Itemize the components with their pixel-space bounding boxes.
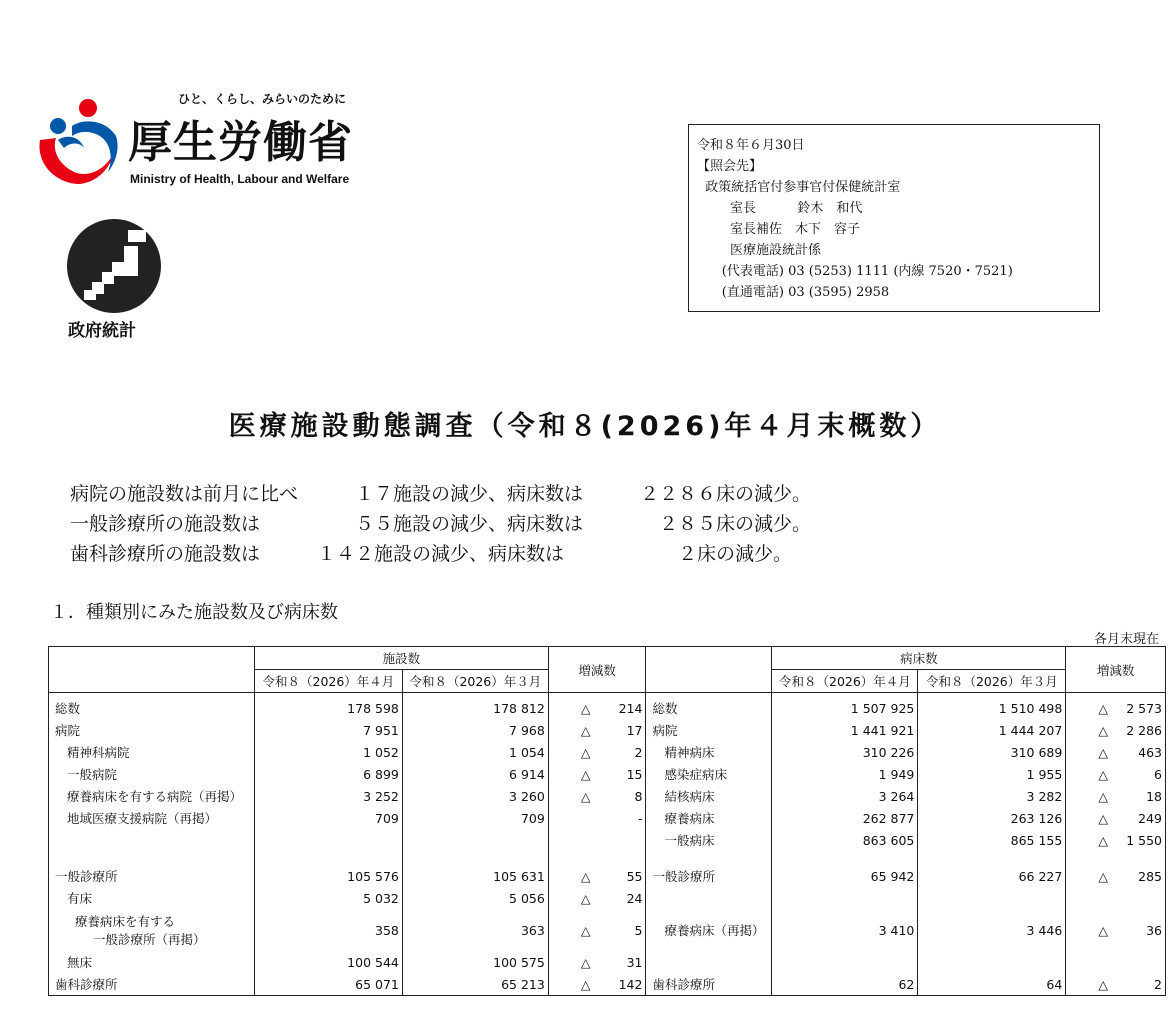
table-row — [49, 909, 1166, 951]
change-amount: 17 — [626, 722, 643, 738]
facility-label: 一般診療所 — [49, 865, 255, 887]
mhlw-logo-icon — [36, 96, 122, 188]
facility-label — [49, 851, 255, 865]
facilities-apr-header: 令和８（2026）年４月 — [254, 670, 402, 693]
table-row — [49, 865, 1166, 887]
bed-mar-value: 66 227 — [918, 865, 1066, 887]
bed-change-value — [1066, 763, 1166, 785]
facility-apr-value: 358 — [254, 909, 402, 951]
facility-change-value — [548, 851, 646, 865]
decrease-triangle: △ — [1098, 976, 1108, 992]
facility-mar-value: 3 260 — [402, 785, 548, 807]
facility-apr-value: 5 032 — [254, 887, 402, 909]
bed-mar-value: 3 446 — [918, 909, 1066, 951]
bed-change-value — [1066, 865, 1166, 887]
summary-hospitals: 病院の施設数は前月に比べ １７施設の減少、病床数は ２２８６床の減少。 — [70, 483, 812, 505]
facility-mar-value: 105 631 — [402, 865, 548, 887]
decrease-triangle: △ — [580, 868, 591, 884]
contact-tel-direct: (直通電話) 03 (3595) 2958 — [697, 285, 890, 300]
facility-label: 病院 — [49, 719, 255, 741]
bed-label — [646, 887, 772, 909]
page-title: 医療施設動態調査（令和８(2026)年４月末概数） — [228, 411, 942, 442]
decrease-triangle: △ — [1098, 922, 1108, 938]
facility-label-line: 療養病床を有する — [75, 914, 176, 929]
bed-apr-value: 62 — [772, 973, 918, 996]
facilities-mar-header: 令和８（2026）年３月 — [402, 670, 548, 693]
bed-apr-value — [772, 887, 918, 909]
decrease-triangle: △ — [580, 766, 591, 782]
bed-label — [646, 951, 772, 973]
bed-label: 病院 — [646, 719, 772, 741]
change-amount: 36 — [1146, 922, 1162, 938]
contact-head: 室長 鈴木 和代 — [697, 201, 863, 216]
table-row — [49, 763, 1166, 785]
change-amount: 24 — [626, 890, 643, 906]
bed-apr-value: 310 226 — [772, 741, 918, 763]
facility-change-value — [548, 785, 646, 807]
bed-mar-value — [918, 851, 1066, 865]
ministry-tagline: ひと、くらし、みらいのために — [178, 92, 347, 106]
bed-mar-value: 3 282 — [918, 785, 1066, 807]
beds-apr-header: 令和８（2026）年４月 — [772, 670, 918, 693]
bed-change-value — [1066, 807, 1166, 829]
bed-apr-value: 863 605 — [772, 829, 918, 851]
bed-apr-value: 262 877 — [772, 807, 918, 829]
facility-mar-value: 363 — [402, 909, 548, 951]
bed-apr-value — [772, 851, 918, 865]
facility-change-value — [548, 909, 646, 951]
decrease-triangle: △ — [580, 976, 591, 992]
header-blank — [646, 647, 772, 693]
bed-mar-value: 263 126 — [918, 807, 1066, 829]
bed-apr-value: 65 942 — [772, 865, 918, 887]
contact-office: 政策統括官付参事官付保健統計室 — [697, 180, 901, 195]
contact-section: 医療施設統計係 — [697, 243, 822, 258]
bed-apr-value — [772, 951, 918, 973]
bed-label: 精神病床 — [646, 741, 772, 763]
as-of-note: 各月末現在 — [1094, 632, 1160, 647]
beds-change-header: 増減数 — [1066, 647, 1166, 693]
facility-apr-value: 3 252 — [254, 785, 402, 807]
table-row — [49, 693, 1166, 720]
facility-apr-value: 709 — [254, 807, 402, 829]
decrease-triangle: △ — [1098, 832, 1108, 848]
bed-mar-value: 64 — [918, 973, 1066, 996]
facility-apr-value: 178 598 — [254, 693, 402, 720]
facility-change-value — [548, 865, 646, 887]
change-amount: 2 — [1154, 976, 1162, 992]
decrease-triangle: △ — [1098, 700, 1108, 716]
facility-mar-value: 709 — [402, 807, 548, 829]
facility-label: 精神科病院 — [49, 741, 255, 763]
header-blank — [49, 647, 255, 693]
facility-label: 総数 — [49, 693, 255, 720]
decrease-triangle: △ — [1098, 766, 1108, 782]
facility-label: 無床 — [49, 951, 255, 973]
table-row — [49, 807, 1166, 829]
contact-box — [688, 124, 1100, 312]
change-amount: 249 — [1138, 810, 1162, 826]
summary-clinics: 一般診療所の施設数は ５５施設の減少、病床数は ２８５床の減少。 — [70, 513, 812, 535]
facility-apr-value: 105 576 — [254, 865, 402, 887]
bed-mar-value: 1 444 207 — [918, 719, 1066, 741]
facility-apr-value — [254, 829, 402, 851]
decrease-triangle: △ — [580, 744, 591, 760]
facility-label: 有床 — [49, 887, 255, 909]
change-amount: 2 — [634, 744, 643, 760]
facility-apr-value — [254, 851, 402, 865]
facility-change-value — [548, 807, 646, 829]
bed-apr-value: 3 264 — [772, 785, 918, 807]
facility-mar-value: 178 812 — [402, 693, 548, 720]
change-amount: 142 — [618, 976, 643, 992]
beds-mar-header: 令和８（2026）年３月 — [918, 670, 1066, 693]
facility-change-value — [548, 741, 646, 763]
bed-label: 療養病床（再掲） — [646, 909, 772, 951]
facility-label — [49, 909, 255, 951]
facility-label: 一般病院 — [49, 763, 255, 785]
bed-apr-value: 3 410 — [772, 909, 918, 951]
table-row — [49, 951, 1166, 973]
change-amount: 18 — [1146, 788, 1162, 804]
table-row — [49, 719, 1166, 741]
facility-label: 地域医療支援病院（再掲） — [49, 807, 255, 829]
contact-deputy: 室長補佐 木下 容子 — [697, 222, 861, 237]
bed-label: 結核病床 — [646, 785, 772, 807]
table-row — [49, 851, 1166, 865]
ministry-name: 厚生労働省 — [128, 117, 353, 168]
section-title: １．種類別にみた施設数及び病床数 — [50, 602, 338, 623]
contact-heading: 【照会先】 — [697, 159, 763, 174]
change-amount: 1 550 — [1126, 832, 1162, 848]
change-amount: 6 — [1154, 766, 1162, 782]
table-row — [49, 741, 1166, 763]
change-amount: 8 — [634, 788, 643, 804]
change-amount: 5 — [634, 922, 643, 938]
bed-change-value — [1066, 693, 1166, 720]
facility-mar-value: 5 056 — [402, 887, 548, 909]
bed-change-value — [1066, 909, 1166, 951]
facilities-change-header: 増減数 — [548, 647, 646, 693]
facility-mar-value: 7 968 — [402, 719, 548, 741]
bed-mar-value: 1 955 — [918, 763, 1066, 785]
bed-apr-value: 1 949 — [772, 763, 918, 785]
table-row — [49, 785, 1166, 807]
bed-change-value — [1066, 851, 1166, 865]
bed-label: 一般診療所 — [646, 865, 772, 887]
bed-label — [646, 851, 772, 865]
facility-change-value — [548, 829, 646, 851]
facility-label: 歯科診療所 — [49, 973, 255, 996]
summary-dental: 歯科診療所の施設数は １４２施設の減少、病床数は ２床の減少。 — [70, 543, 793, 565]
facility-mar-value: 65 213 — [402, 973, 548, 996]
bed-change-value — [1066, 785, 1166, 807]
decrease-triangle: △ — [1098, 744, 1108, 760]
facility-label — [49, 829, 255, 851]
bed-mar-value — [918, 887, 1066, 909]
facility-mar-value — [402, 851, 548, 865]
facility-mar-value: 6 914 — [402, 763, 548, 785]
change-amount: 214 — [618, 700, 643, 716]
bed-change-value — [1066, 887, 1166, 909]
bed-change-value — [1066, 719, 1166, 741]
decrease-triangle: △ — [1098, 810, 1108, 826]
facility-change-value — [548, 951, 646, 973]
decrease-triangle: △ — [1098, 868, 1108, 884]
change-amount: - — [637, 810, 643, 826]
change-amount: 15 — [626, 766, 643, 782]
change-amount: 463 — [1138, 744, 1162, 760]
facility-mar-value: 1 054 — [402, 741, 548, 763]
decrease-triangle: △ — [580, 954, 591, 970]
ministry-name-en: Ministry of Health, Labour and Welfare — [130, 172, 350, 186]
facility-change-value — [548, 719, 646, 741]
decrease-triangle: △ — [1098, 788, 1108, 804]
bed-label: 感染症病床 — [646, 763, 772, 785]
facility-mar-value: 100 575 — [402, 951, 548, 973]
release-date: 令和８年６月30日 — [697, 138, 805, 153]
bed-change-value — [1066, 829, 1166, 851]
bed-apr-value: 1 507 925 — [772, 693, 918, 720]
facility-apr-value: 100 544 — [254, 951, 402, 973]
decrease-triangle: △ — [580, 700, 591, 716]
facilities-header: 施設数 — [254, 647, 548, 670]
government-statistics-label: 政府統計 — [68, 321, 136, 341]
table-row — [49, 973, 1166, 996]
facility-apr-value: 1 052 — [254, 741, 402, 763]
bed-mar-value: 1 510 498 — [918, 693, 1066, 720]
facility-apr-value: 7 951 — [254, 719, 402, 741]
decrease-triangle: △ — [580, 788, 591, 804]
change-amount: 31 — [626, 954, 643, 970]
change-amount: 55 — [626, 868, 643, 884]
change-amount: 2 286 — [1126, 722, 1162, 738]
bed-apr-value: 1 441 921 — [772, 719, 918, 741]
facility-label-line: 一般診療所（再掲） — [93, 932, 206, 947]
facility-change-value — [548, 763, 646, 785]
bed-mar-value: 310 689 — [918, 741, 1066, 763]
bed-change-value — [1066, 973, 1166, 996]
bed-change-value — [1066, 741, 1166, 763]
decrease-triangle: △ — [1098, 722, 1108, 738]
facility-mar-value — [402, 829, 548, 851]
contact-tel-main: (代表電話) 03 (5253) 1111 (内線 7520・7521) — [697, 264, 1013, 279]
decrease-triangle: △ — [580, 722, 591, 738]
table-row — [49, 887, 1166, 909]
facility-change-value — [548, 693, 646, 720]
facility-change-value — [548, 973, 646, 996]
bed-label: 一般病床 — [646, 829, 772, 851]
bed-change-value — [1066, 951, 1166, 973]
government-statistics-icon — [66, 218, 162, 314]
change-amount: 285 — [1138, 868, 1162, 884]
change-amount: 2 573 — [1126, 700, 1162, 716]
bed-mar-value — [918, 951, 1066, 973]
decrease-triangle: △ — [580, 922, 591, 938]
facility-apr-value: 6 899 — [254, 763, 402, 785]
facility-label: 療養病床を有する病院（再掲） — [49, 785, 255, 807]
decrease-triangle: △ — [580, 890, 591, 906]
bed-mar-value: 865 155 — [918, 829, 1066, 851]
bed-label: 総数 — [646, 693, 772, 720]
facility-change-value — [548, 887, 646, 909]
bed-label: 療養病床 — [646, 807, 772, 829]
facility-apr-value: 65 071 — [254, 973, 402, 996]
table-row — [49, 829, 1166, 851]
facilities-beds-table — [48, 646, 1166, 996]
beds-header: 病床数 — [772, 647, 1066, 670]
bed-label: 歯科診療所 — [646, 973, 772, 996]
